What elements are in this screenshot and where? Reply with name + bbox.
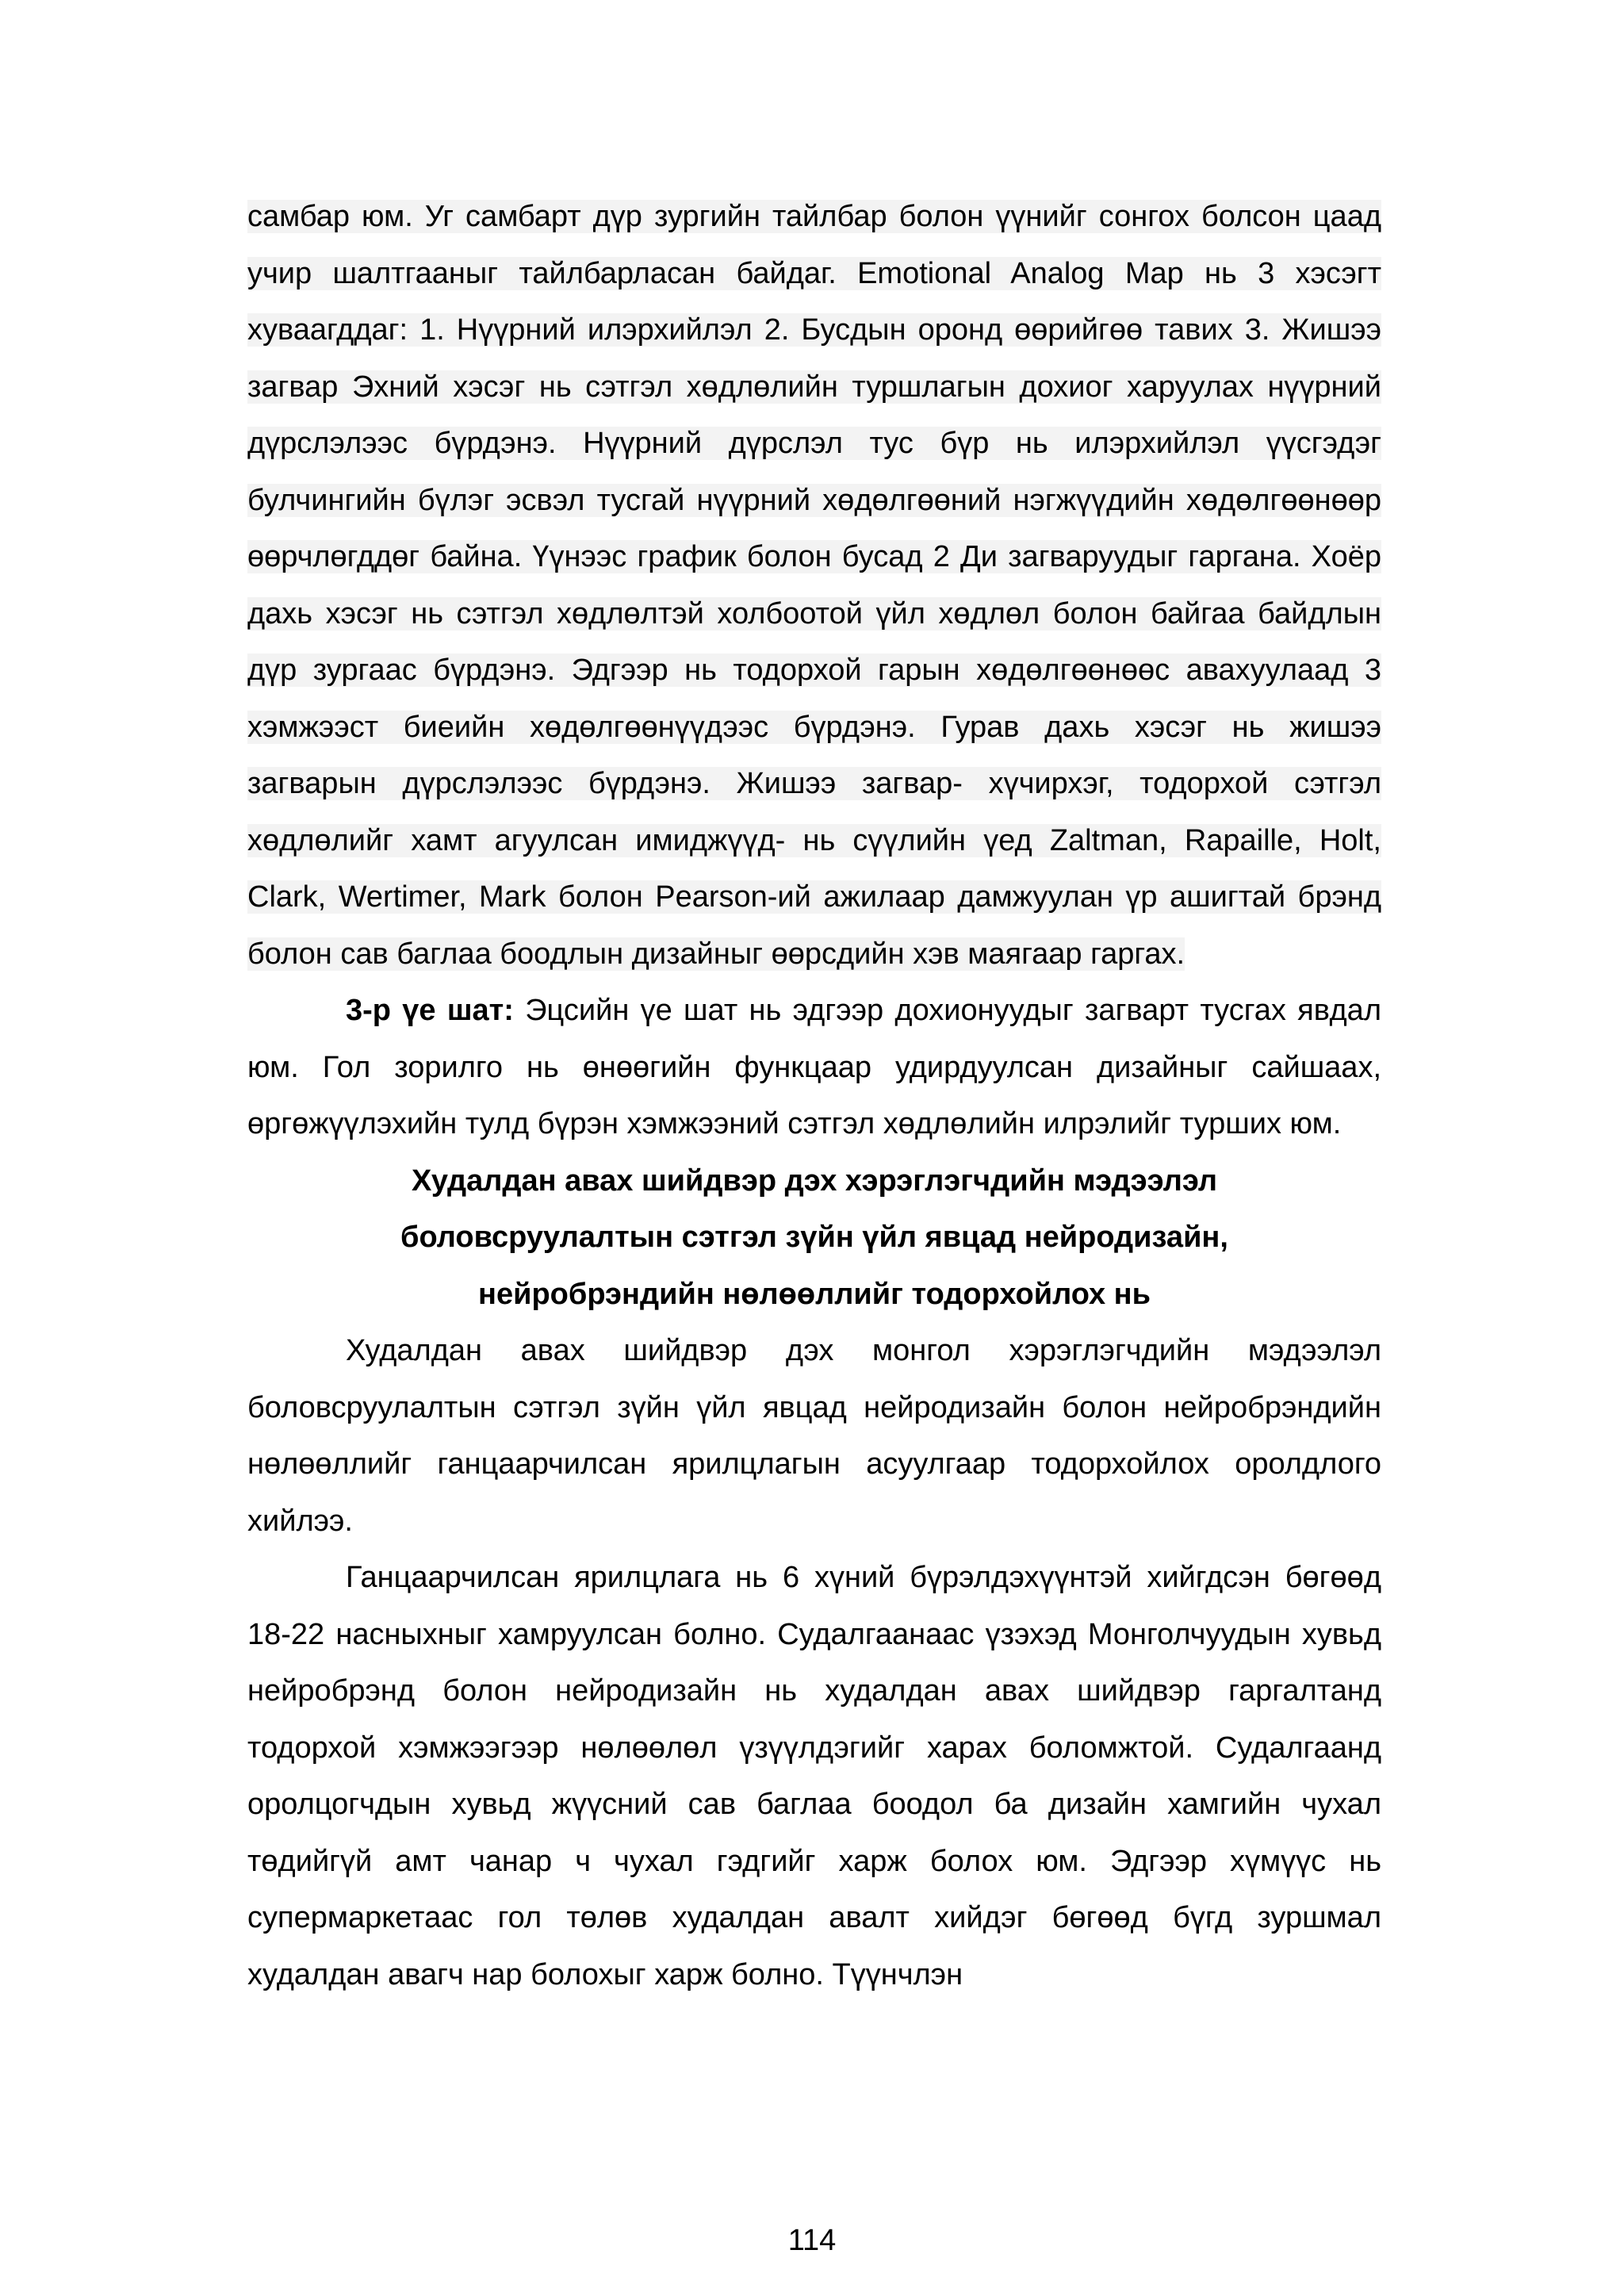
heading-line-1: Худалдан авах шийдвэр дэх хэрэглэгчдийн мэдээлэл	[411, 1163, 1218, 1198]
stage-3-label: 3-р үе шат:	[346, 994, 514, 1027]
paragraph-stage-3	[247, 983, 1381, 1153]
paragraph-emotional-analog-map	[247, 189, 1381, 983]
paragraph-interview-results: Ганцаарчилсан ярилцлага нь 6 хүний бүрэлдэхүүнтэй хийгдсэн бөгөөд 18-22 насныхныг хамруулсан болно. Судалгаанаас үзэхэд Монголчуудын хувьд нейробрэнд болон нейродизайн нь худалдан авах шийдвэр гаргалтанд тодорхой хэмжээгээр нөлөөлөл үзүүлдэгийг харах боломжтой. Судалгаанд оролцогчдын хувьд жүүсний сав баглаа боодол ба дизайн хамгийн чухал төдийгүй амт чанар ч чухал гэдгийг харж болох юм. Эдгээр хүмүүс нь супермаркетаас гол төлөв худалдан авалт хийдэг бөгөөд бүгд зуршмал худалдан авагч нар болохыг харж болно. Түүнчлэн	[247, 1561, 1381, 1991]
section-heading	[247, 1153, 1381, 1324]
page-number: 114	[787, 2224, 837, 2257]
paragraph-text: Эцсийн үе шат нь эдгээр дохионуудыг загварт тусгах явдал юм. Гол зорилго нь өнөөгийн функцаар удирдуулсан дизайныг сайшаах, өргөжүүлэхийн тулд бүрэн хэмжээний сэтгэл хөдлөлийн илрэлийг турших юм.	[247, 994, 1381, 1140]
paragraph-interview-aim: Худалдан авах шийдвэр дэх монгол хэрэглэгчдийн мэдээлэл боловсруулалтын сэтгэл зүйн үйл явцад нейродизайн болон нейробрэндийн нөлөөллийг ганцаарчилсан ярилцлагын асуулгаар тодорхойлох оролдлого хийлээ.	[247, 1334, 1381, 1538]
heading-line-3: нейробрэндийн нөлөөллийг тодорхойлох нь	[478, 1277, 1151, 1311]
heading-line-2: боловсруулалтын сэтгэл зүйн үйл явцад нейродизайн,	[400, 1221, 1228, 1254]
paragraph-text: самбар юм. Уг самбарт дүр зургийн тайлбар болон үүнийг сонгох болсон цаад учир шалтгааныг тайлбарласан байдаг. Emotional Analog Map нь 3 хэсэгт хуваагддаг: 1. Нүүрний илэрхийлэл 2. Бусдын оронд өөрийгөө тавих 3. Жишээ загвар Эхний хэсэг нь сэтгэл хөдлөлийн туршлагын дохиог харуулах нүүрний дүрслэлээс бүрдэнэ. Нүүрний дүрслэл тус бүр нь илэрхийлэл үүсгэдэг булчингийн бүлэг эсвэл тусгай нүүрний хөдөлгөөний нэгжүүдийн хөдөлгөөнөөр өөрчлөгддөг байна. Үүнээс график болон бусад 2 Ди загваруудыг гаргана. Хоёр дахь хэсэг нь сэтгэл хөдлөлтэй холбоотой үйл хөдлөл болон байгаа байдлын дүр зургаас бүрдэнэ. Эдгээр нь тодорхой гарын хөдөлгөөнөөс авахуулаад 3 хэмжээст биеийн хөдөлгөөнүүдээс бүрдэнэ. Гурав дахь хэсэг нь жишээ загварын дүрслэлээс бүрдэнэ. Жишээ загвар- хүчирхэг, тодорхой сэтгэл хөдлөлийг хамт агуулсан имиджүүд- нь сүүлийн үед Zaltman, Rapaille, Holt, Clark, Wertimer, Mark болон Pearson-ий ажилаар дамжуулан үр ашигтай брэнд болон сав баглаа боодлын дизайныг өөрсдийн хэв маягаар гаргах.	[247, 200, 1381, 971]
document-page	[247, 189, 1381, 2003]
